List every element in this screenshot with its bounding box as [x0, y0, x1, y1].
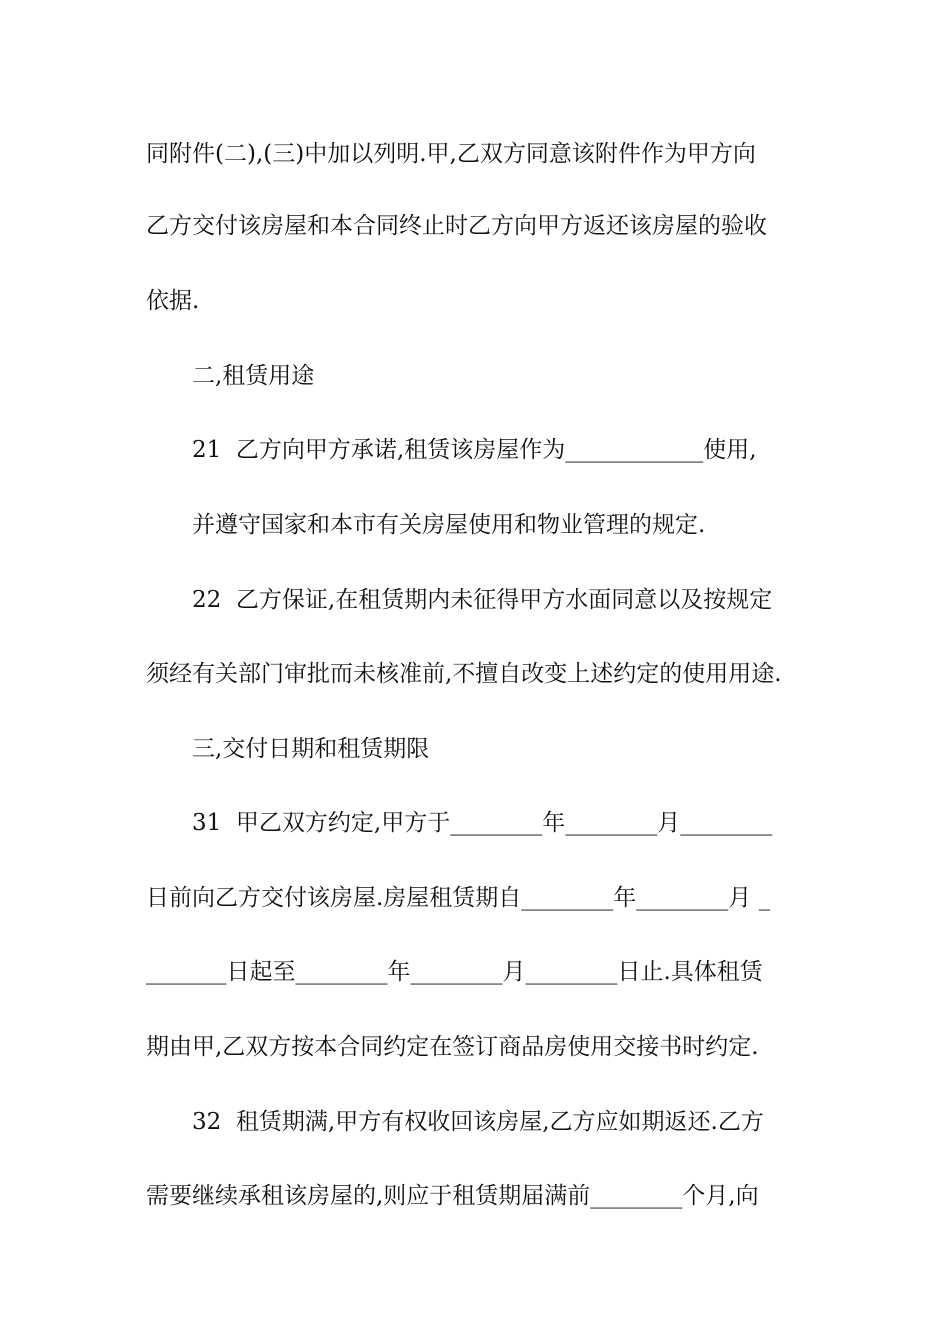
body-text-line: 乙方交付该房屋和本合同终止时乙方向甲方返还该房屋的验收 [146, 213, 767, 239]
body-text-line: _______日起至________年________月________日止.具体租赁 [146, 959, 763, 985]
section-heading: 三,交付日期和租赁期限 [192, 736, 430, 762]
clause-3-1: 31 甲乙双方约定,甲方于________年________月________ [192, 810, 773, 836]
body-text-line: 并遵守国家和本市有关房屋使用和物业管理的规定. [192, 512, 706, 538]
clause-3-2: 32 租赁期满,甲方有权收回该房屋,乙方应如期返还.乙方 [192, 1109, 764, 1135]
body-text-line: 期由甲,乙双方按本合同约定在签订商品房使用交接书时约定. [146, 1034, 759, 1060]
body-text-line: 须经有关部门审批而未核准前,不擅自改变上述约定的使用用途. [146, 661, 782, 687]
body-text-line: 依据. [146, 288, 200, 314]
section-heading: 二,租赁用途 [192, 363, 315, 389]
body-text-line: 需要继续承租该房屋的,则应于租赁期届满前________个月,向 [146, 1183, 759, 1209]
clause-2-1: 21 乙方向甲方承诺,租赁该房屋作为____________使用, [192, 437, 757, 463]
body-text-line: 同附件(二),(三)中加以列明.甲,乙双方同意该附件作为甲方向 [146, 141, 756, 167]
clause-2-2: 22 乙方保证,在租赁期内未征得甲方水面同意以及按规定 [192, 587, 773, 613]
body-text-line: 日前向乙方交付该房屋.房屋租赁期自________年________月 _ [146, 885, 771, 911]
